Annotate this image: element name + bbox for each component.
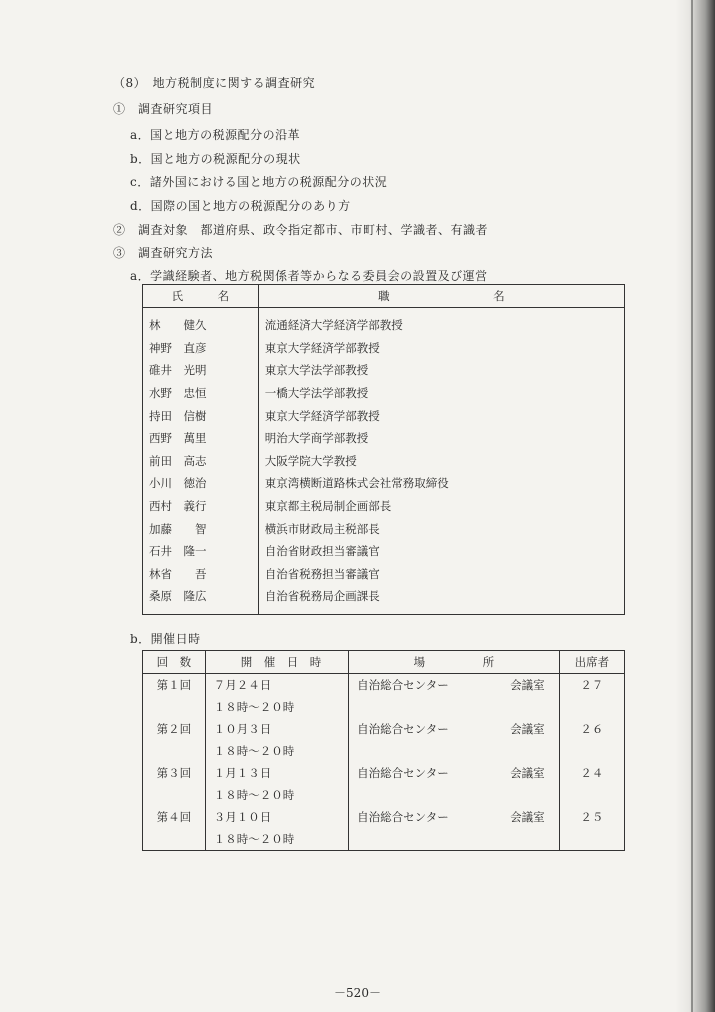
member-name: 加藤 智 — [143, 517, 259, 540]
member-name: 前田 高志 — [143, 450, 259, 473]
member-row — [143, 495, 625, 518]
member-name: 持田 信樹 — [143, 404, 259, 427]
schedule-place-line — [349, 762, 559, 784]
item3-sub-b: b．開催日時 — [130, 632, 201, 646]
member-row — [143, 404, 625, 427]
member-name: 西村 義行 — [143, 495, 259, 518]
schedule-cell-datetime — [205, 674, 348, 719]
schedule-round: 第１回 — [156, 678, 192, 692]
member-position: 東京大学経済学部教授 — [258, 404, 624, 427]
member-position: 一橋大学法学部教授 — [258, 382, 624, 405]
schedule-date: ３月１０日 — [213, 810, 272, 824]
item1-sub-b: b．国と地方の税源配分の現状 — [130, 152, 301, 166]
member-position: 東京大学法学部教授 — [258, 359, 624, 382]
member-row — [143, 382, 625, 405]
item2-text: ② 調査対象 都道府県、政令指定都市、市町村、学識者、有識者 — [113, 223, 489, 237]
schedule-cell-round — [143, 674, 206, 719]
schedule-row — [143, 674, 625, 719]
member-row — [143, 517, 625, 540]
schedule-time: １８時～２０時 — [213, 744, 295, 758]
member-row — [143, 308, 625, 337]
schedule-place-line — [349, 674, 559, 696]
schedule-header-row — [143, 651, 625, 674]
schedule-room: 会議室 — [510, 810, 545, 824]
schedule-cell-attendees — [559, 718, 624, 762]
member-name: 林 健久 — [143, 308, 259, 337]
schedule-header-round: 回 数 — [143, 651, 206, 674]
schedule-header-place: 場 所 — [349, 651, 560, 674]
member-position: 明治大学商学部教授 — [258, 427, 624, 450]
item3-label: ③ 調査研究方法 — [113, 246, 214, 260]
schedule-cell-place — [349, 674, 560, 719]
schedule-place-line — [349, 718, 559, 740]
member-row — [143, 359, 625, 382]
schedule-cell-datetime — [205, 806, 348, 851]
schedule-header-attendees: 出席者 — [559, 651, 624, 674]
item1-sub-d: d．国際の国と地方の税源配分のあり方 — [130, 199, 351, 213]
member-row — [143, 585, 625, 614]
page-edge-line — [691, 0, 693, 1012]
schedule-place: 自治総合センター — [357, 810, 449, 824]
schedule-time: １８時～２０時 — [213, 832, 295, 846]
schedule-date: １月１３日 — [213, 766, 272, 780]
schedule-attendees: ２６ — [580, 722, 604, 736]
schedule-row — [143, 762, 625, 806]
member-position: 大阪学院大学教授 — [258, 450, 624, 473]
schedule-room: 会議室 — [510, 678, 545, 692]
schedule-round: 第３回 — [156, 766, 192, 780]
member-name: 小川 徳治 — [143, 472, 259, 495]
schedule-attendees: ２４ — [580, 766, 604, 780]
member-row — [143, 337, 625, 360]
schedule-cell-attendees — [559, 762, 624, 806]
member-row — [143, 563, 625, 586]
member-position: 東京湾横断道路株式会社常務取締役 — [258, 472, 624, 495]
schedule-cell-attendees — [559, 674, 624, 719]
member-name: 神野 直彦 — [143, 337, 259, 360]
page-edge-shadow — [675, 0, 715, 1012]
member-position: 自治省税務担当審議官 — [258, 563, 624, 586]
schedule-round: 第２回 — [156, 722, 192, 736]
schedule-header-datetime: 開 催 日 時 — [205, 651, 348, 674]
schedule-row — [143, 718, 625, 762]
member-row — [143, 540, 625, 563]
schedule-date: ７月２４日 — [213, 678, 272, 692]
schedule-time: １８時～２０時 — [213, 700, 295, 714]
member-position: 東京都主税局制企画部長 — [258, 495, 624, 518]
schedule-round: 第４回 — [156, 810, 192, 824]
schedule-cell-datetime — [205, 762, 348, 806]
member-name: 水野 忠恒 — [143, 382, 259, 405]
schedule-cell-place — [349, 762, 560, 806]
item1-label: ① 調査研究項目 — [113, 102, 214, 116]
schedule-place-line — [349, 806, 559, 828]
schedule-cell-round — [143, 718, 206, 762]
member-position: 自治省財政担当審議官 — [258, 540, 624, 563]
schedule-cell-attendees — [559, 806, 624, 851]
schedule-date: １０月３日 — [213, 722, 272, 736]
schedule-place: 自治総合センター — [357, 766, 449, 780]
member-row — [143, 450, 625, 473]
schedule-attendees: ２７ — [580, 678, 604, 692]
member-name: 石井 隆一 — [143, 540, 259, 563]
schedule-room: 会議室 — [510, 722, 545, 736]
member-row — [143, 472, 625, 495]
schedule-table — [142, 650, 625, 851]
member-position: 東京大学経済学部教授 — [258, 337, 624, 360]
item3-sub-a: a．学識経験者、地方税関係者等からなる委員会の設置及び運営 — [130, 269, 488, 283]
schedule-cell-round — [143, 806, 206, 851]
schedule-place: 自治総合センター — [357, 722, 449, 736]
member-row — [143, 427, 625, 450]
schedule-cell-place — [349, 806, 560, 851]
schedule-row — [143, 806, 625, 851]
members-table — [142, 284, 625, 615]
schedule-attendees: ２５ — [580, 810, 604, 824]
member-position: 横浜市財政局主税部長 — [258, 517, 624, 540]
member-position: 自治省税務局企画課長 — [258, 585, 624, 614]
members-header-position: 職 名 — [258, 285, 624, 308]
item1-sub-a: a．国と地方の税源配分の沿革 — [130, 128, 301, 142]
schedule-cell-datetime — [205, 718, 348, 762]
page-number: －520－ — [334, 986, 381, 1000]
schedule-cell-place — [349, 718, 560, 762]
member-name: 桑原 隆広 — [143, 585, 259, 614]
item1-sub-c: c．諸外国における国と地方の税源配分の状況 — [130, 175, 388, 189]
section-heading: （8） 地方税制度に関する調査研究 — [113, 76, 316, 90]
members-header-row — [143, 285, 625, 308]
member-name: 西野 萬里 — [143, 427, 259, 450]
member-position: 流通経済大学経済学部教授 — [258, 308, 624, 337]
members-header-name: 氏 名 — [143, 285, 259, 308]
schedule-time: １８時～２０時 — [213, 788, 295, 802]
member-name: 碓井 光明 — [143, 359, 259, 382]
schedule-room: 会議室 — [510, 766, 545, 780]
schedule-cell-round — [143, 762, 206, 806]
member-name: 林省 吾 — [143, 563, 259, 586]
schedule-place: 自治総合センター — [357, 678, 449, 692]
